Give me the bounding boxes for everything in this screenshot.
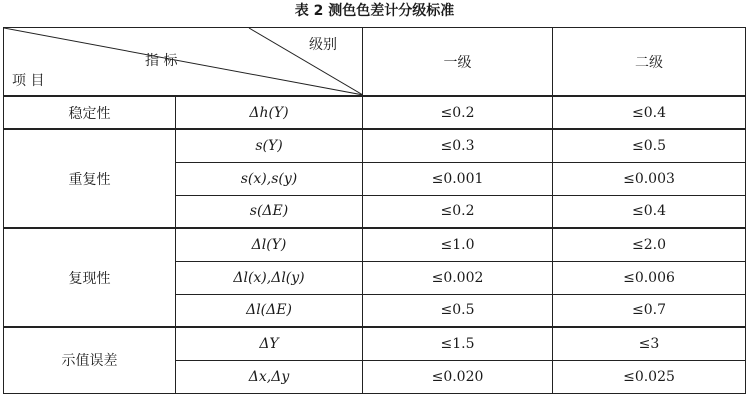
level2-cell: ≤0.4 (553, 96, 746, 129)
indicator-cell: s(x),s(y) (176, 162, 363, 195)
indicator-cell: s(Y) (176, 129, 363, 162)
level1-cell: ≤0.001 (363, 162, 553, 195)
table-row (4, 228, 746, 261)
level2-cell: ≤0.006 (553, 261, 746, 294)
item-cell: 示值误差 (4, 327, 176, 393)
level1-cell: ≤0.5 (363, 294, 553, 327)
corner-label-indicator: 指 标 (145, 53, 178, 69)
corner-label-item: 项 目 (12, 73, 45, 89)
table-row (4, 96, 746, 129)
header-row (4, 28, 746, 97)
item-cell: 重复性 (4, 129, 176, 228)
level1-cell: ≤1.0 (363, 228, 553, 261)
level1-cell: ≤0.2 (363, 96, 553, 129)
level2-cell: ≤0.5 (553, 129, 746, 162)
grading-table (3, 27, 746, 394)
level1-cell: ≤1.5 (363, 327, 553, 360)
indicator-cell: Δl(x),Δl(y) (176, 261, 363, 294)
indicator-cell: Δl(Y) (176, 228, 363, 261)
table-row (4, 327, 746, 360)
table-row (4, 129, 746, 162)
level1-cell: ≤0.020 (363, 360, 553, 393)
indicator-cell: s(ΔE) (176, 195, 363, 228)
indicator-cell: ΔY (176, 327, 363, 360)
header-level2: 二级 (553, 28, 746, 97)
level2-cell: ≤0.4 (553, 195, 746, 228)
level2-cell: ≤2.0 (553, 228, 746, 261)
item-cell: 稳定性 (4, 96, 176, 129)
indicator-cell: Δh(Y) (176, 96, 363, 129)
header-level1: 一级 (363, 28, 553, 97)
level1-cell: ≤0.002 (363, 261, 553, 294)
corner-header-cell (4, 28, 363, 97)
indicator-cell: Δl(ΔE) (176, 294, 363, 327)
table-body (4, 96, 746, 393)
indicator-cell: Δx,Δy (176, 360, 363, 393)
level2-cell: ≤0.003 (553, 162, 746, 195)
level2-cell: ≤0.025 (553, 360, 746, 393)
item-cell: 复现性 (4, 228, 176, 327)
level1-cell: ≤0.3 (363, 129, 553, 162)
level1-cell: ≤0.2 (363, 195, 553, 228)
table-caption: 表 2 测色色差计分级标准 (294, 3, 455, 19)
level2-cell: ≤3 (553, 327, 746, 360)
corner-label-level: 级别 (309, 37, 337, 53)
level2-cell: ≤0.7 (553, 294, 746, 327)
